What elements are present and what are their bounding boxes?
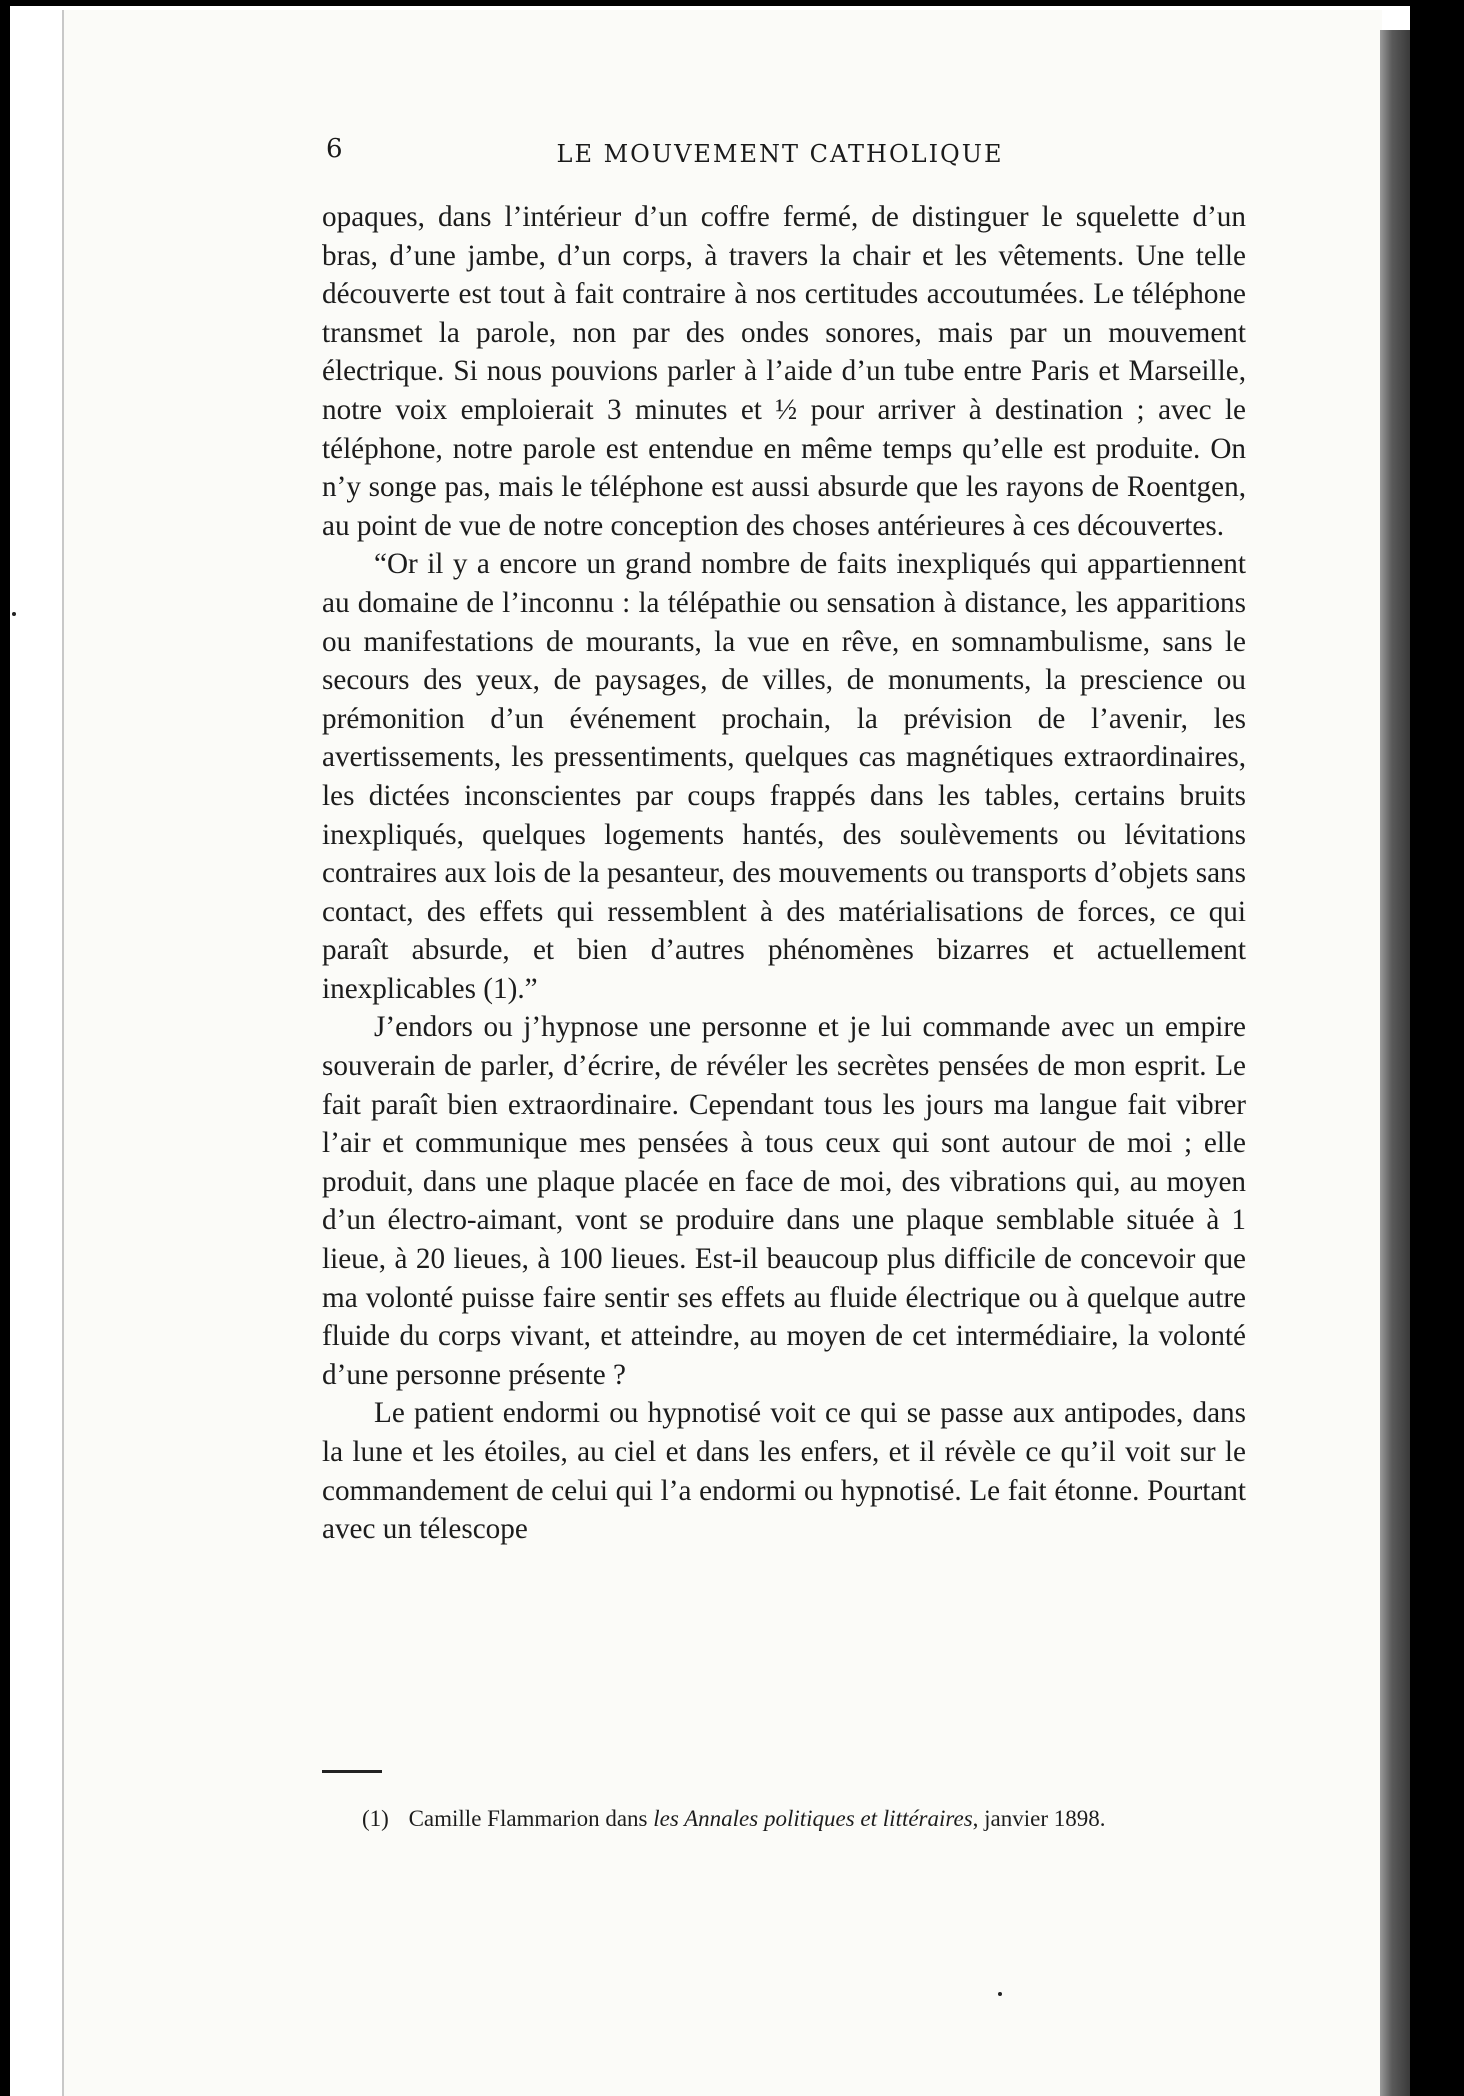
scan-top-border bbox=[0, 0, 1464, 6]
scan-right-border bbox=[1410, 0, 1464, 2096]
scan-speck bbox=[12, 612, 16, 616]
footnote-marker: (1) bbox=[362, 1806, 389, 1831]
footnote-text-before: Camille Flammarion dans bbox=[408, 1806, 648, 1831]
footnote-text-after: , janvier 1898. bbox=[972, 1806, 1106, 1831]
paragraph-4: Le patient endormi ou hypnotisé voit ce qui se passe aux antipodes, dans la lune et les étoiles, au ciel et dans les enfers, et il révèle ce qu’il voit sur le commandement de celui qui l’a endormi ou hypnotisé. Le fait étonne. Pourtant avec un télescope bbox=[322, 1397, 1246, 1546]
book-binding-shadow bbox=[1380, 30, 1410, 2096]
body-text bbox=[322, 198, 1246, 1549]
footnote-separator bbox=[322, 1770, 382, 1773]
paragraph-2: “Or il y a encore un grand nombre de faits inexpliqués qui appartiennent au domaine de l’inconnu : la télépathie ou sensation à distance, les apparitions ou manifestations de mourants, la vue en rêve, en somnambulisme, sans le secours des yeux, de paysages, de villes, de monuments, la prescience ou prémonition d’un événement prochain, la prévision de l’avenir, les avertissements, les pressentiments, quelques cas magnétiques extraordinaires, les dictées inconscientes par coups frappés dans les tables, certains bruits inexpliqués, quelques logements hantés, des soulèvements ou lévitations contraires aux lois de la pesanteur, des mouvements ou transports d’objets sans contact, des effets qui ressemblent à des matérialisations de forces, ce qui paraît absurde, et bien d’autres phénomènes bizarres et actuellement inexplicables (1).” bbox=[322, 548, 1246, 1005]
footnote bbox=[362, 1806, 1262, 1832]
scan-speck bbox=[998, 1992, 1002, 1996]
paragraph-3: J’endors ou j’hypnose une personne et je lui commande avec un empire souverain de parler, d’écrire, de révéler les secrètes pensées de mon esprit. Le fait paraît bien extraordinaire. Cependant tous les jours ma langue fait vibrer l’air et communique mes pensées à tous ceux qui sont autour de moi ; elle produit, dans une plaque placée en face de moi, des vibrations qui, au moyen d’un électro-aimant, vont se produire dans une plaque semblable située à 1 lieue, à 20 lieues, à 100 lieues. Est-il beaucoup plus difficile de concevoir que ma volonté puisse faire sentir ses effets au fluide électrique ou à quelque autre fluide du corps vivant, et atteindre, au moyen de cet intermédiaire, la volonté d’une personne présente ? bbox=[322, 1011, 1246, 1391]
footnote-italic-title: les Annales politiques et littéraires bbox=[653, 1806, 973, 1831]
scan-left-border bbox=[0, 0, 10, 2096]
running-title: LE MOUVEMENT CATHOLIQUE bbox=[556, 140, 1004, 168]
paragraph-1: opaques, dans l’intérieur d’un coffre fermé, de distinguer le squelette d’un bras, d’une jambe, d’un corps, à travers la chair et les vêtements. Une telle découverte est tout à fait contraire à nos certitudes accoutumées. Le téléphone transmet la parole, non par des ondes sonores, mais par un mouvement électrique. Si nous pouvions parler à l’aide d’un tube entre Paris et Marseille, notre voix emploierait 3 minutes et ½ pour arriver à destination ; avec le téléphone, notre parole est entendue en même temps qu’elle est produite. On n’y songe pas, mais le téléphone est aussi absurde que les rayons de Roentgen, au point de vue de notre conception des choses antérieures à ces découvertes. bbox=[322, 201, 1246, 542]
page-number: 6 bbox=[326, 134, 343, 164]
